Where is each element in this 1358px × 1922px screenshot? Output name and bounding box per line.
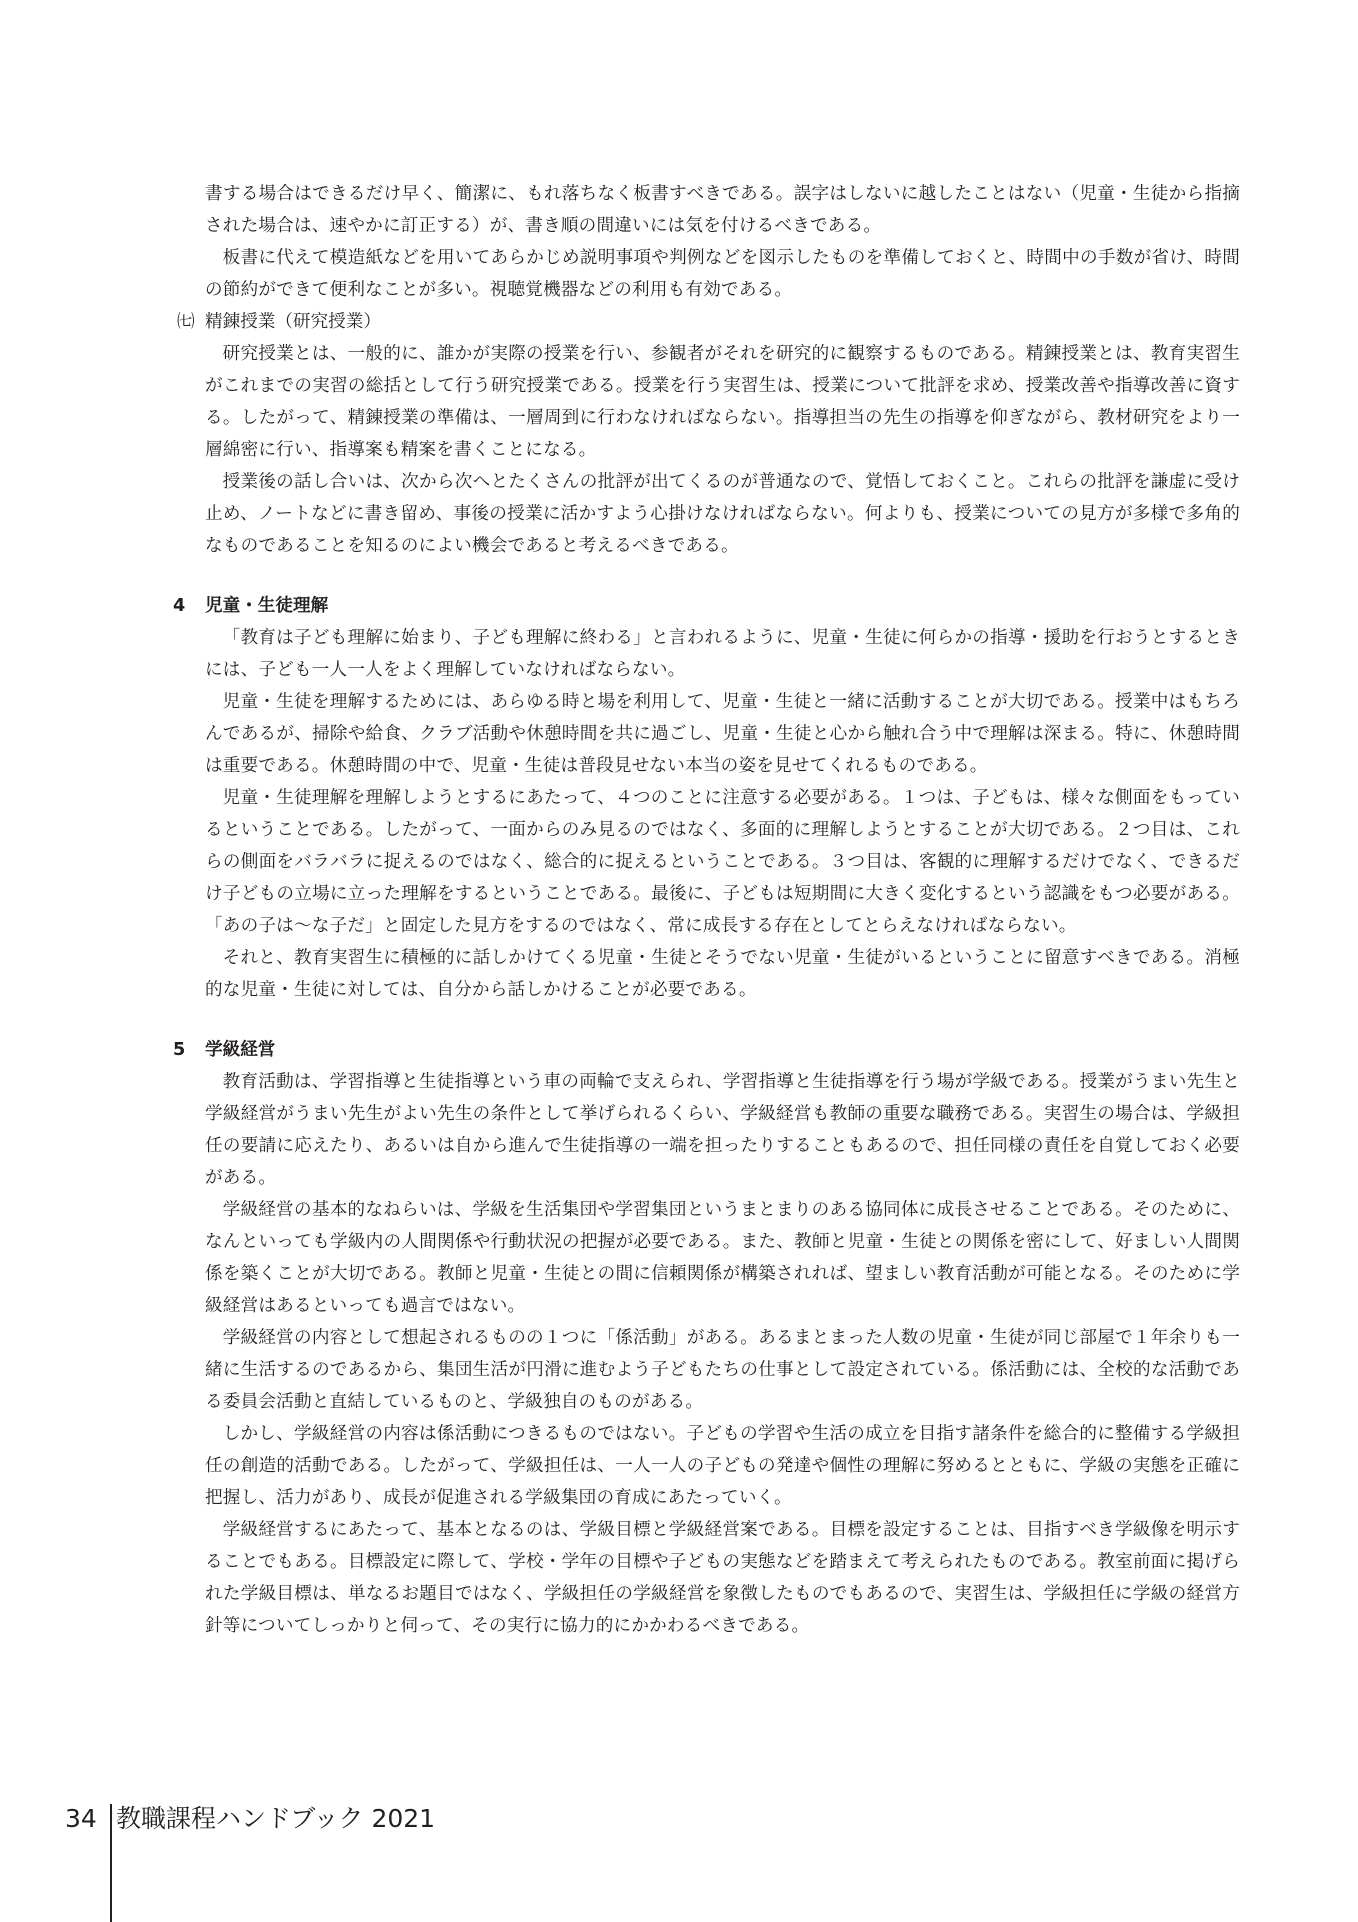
- section-4: [173, 590, 1240, 1006]
- section-4-paragraph-4: それと、教育実習生に積極的に話しかけてくる児童・生徒とそうでない児童・生徒がいるということに留意すべきである。消極的な児童・生徒に対しては、自分から話しかけることが必要である。: [205, 948, 1240, 1000]
- page-number: 34: [65, 1804, 97, 1833]
- section-5-paragraph-2: 学級経営の基本的なねらいは、学級を生活集団や学習集団というまとまりのある協同体に成長させることである。そのために、なんといっても学級内の人間関係や行動状況の把握が必要である。また、教師と児童・生徒との関係を密にして、好ましい人間関係を築くことが大切である。教師と児童・生徒との間に信頼関係が構築されれば、望ましい教育活動が可能となる。そのために学級経営はあるといっても過言ではない。: [205, 1200, 1240, 1316]
- intro-paragraph-2: 板書に代えて模造紙などを用いてあらかじめ説明事項や判例などを図示したものを準備しておくと、時間中の手数が省け、時間の節約ができて便利なことが多い。視聴覚機器などの利用も有効である。: [205, 248, 1240, 300]
- section-5: [173, 1034, 1240, 1642]
- section-4-number: 4: [173, 596, 186, 616]
- section-4-heading: [173, 590, 1240, 622]
- section-5-heading: [173, 1034, 1240, 1066]
- subsection-heading: [177, 306, 1240, 338]
- subsection-title: 精錬授業（研究授業）: [205, 312, 381, 332]
- subsection-paragraph-1: 研究授業とは、一般的に、誰かが実際の授業を行い、参観者がそれを研究的に観察するものである。精錬授業とは、教育実習生がこれまでの実習の総括として行う研究授業である。授業を行う実習生は、授業について批評を求め、授業改善や指導改善に資する。したがって、精錬授業の準備は、一層周到に行わなければならない。指導担当の先生の指導を仰ぎながら、教材研究をより一層綿密に行い、指導案も精案を書くことになる。: [205, 344, 1240, 460]
- section-4-title: 児童・生徒理解: [205, 596, 329, 616]
- section-5-paragraph-5: 学級経営するにあたって、基本となるのは、学級目標と学級経営案である。目標を設定することは、目指すべき学級像を明示することでもある。目標設定に際して、学校・学年の目標や子どもの実態などを踏まえて考えられたものである。教室前面に掲げられた学級目標は、単なるお題目ではなく、学級担任の学級経営を象徴したものでもあるので、実習生は、学級担任に学級の経営方針等についてしっかりと伺って、その実行に協力的にかかわるべきである。: [205, 1520, 1240, 1636]
- page-body: [173, 178, 1240, 1642]
- section-4-paragraph-1: 「教育は子ども理解に始まり、子ども理解に終わる」と言われるように、児童・生徒に何らかの指導・援助を行おうとするときには、子ども一人一人をよく理解していなければならない。: [205, 628, 1240, 680]
- subsection-paragraph-2: 授業後の話し合いは、次から次へとたくさんの批評が出てくるのが普通なので、覚悟しておくこと。これらの批評を謙虚に受け止め、ノートなどに書き留め、事後の授業に活かすよう心掛けなければならない。何よりも、授業についての見方が多様で多角的なものであることを知るのによい機会であると考えるべきである。: [205, 472, 1240, 556]
- section-4-paragraph-2: 児童・生徒を理解するためには、あらゆる時と場を利用して、児童・生徒と一緒に活動することが大切である。授業中はもちろんであるが、掃除や給食、クラブ活動や休憩時間を共に過ごし、児童・生徒と心から触れ合う中で理解は深まる。特に、休憩時間は重要である。休憩時間の中で、児童・生徒は普段見せない本当の姿を見せてくれるものである。: [205, 692, 1240, 776]
- subsection-marker: ㈦: [177, 312, 195, 332]
- section-5-number: 5: [173, 1040, 186, 1060]
- section-4-paragraph-3: 児童・生徒理解を理解しようとするにあたって、４つのことに注意する必要がある。１つは、子どもは、様々な側面をもっているということである。したがって、一面からのみ見るのではなく、多面的に理解しようとすることが大切である。２つ目は、これらの側面をバラバラに捉えるのではなく、総合的に捉えるということである。３つ目は、客観的に理解するだけでなく、できるだけ子どもの立場に立った理解をするということである。最後に、子どもは短期間に大きく変化するという認識をもつ必要がある。「あの子は～な子だ」と固定した見方をするのではなく、常に成長する存在としてとらえなければならない。: [205, 788, 1240, 936]
- section-5-paragraph-3: 学級経営の内容として想起されるものの１つに「係活動」がある。あるまとまった人数の児童・生徒が同じ部屋で１年余りも一緒に生活するのであるから、集団生活が円滑に進むよう子どもたちの仕事として設定されている。係活動には、全校的な活動である委員会活動と直結しているものと、学級独自のものがある。: [205, 1328, 1240, 1412]
- section-5-paragraph-1: 教育活動は、学習指導と生徒指導という車の両輪で支えられ、学習指導と生徒指導を行う場が学級である。授業がうまい先生と学級経営がうまい先生がよい先生の条件として挙げられるくらい、学級経営も教師の重要な職務である。実習生の場合は、学級担任の要請に応えたり、あるいは自から進んで生徒指導の一端を担ったりすることもあるので、担任同様の責任を自覚しておく必要がある。: [205, 1072, 1240, 1188]
- intro-paragraph-1: 書する場合はできるだけ早く、簡潔に、もれ落ちなく板書すべきである。誤字はしないに越したことはない（児童・生徒から指摘された場合は、速やかに訂正する）が、書き順の間違いには気を付けるべきである。: [205, 184, 1240, 236]
- book-title: 教職課程ハンドブック 2021: [116, 1804, 436, 1833]
- section-5-title: 学級経営: [205, 1040, 276, 1060]
- section-5-paragraph-4: しかし、学級経営の内容は係活動につきるものではない。子どもの学習や生活の成立を目指す諸条件を総合的に整備する学級担任の創造的活動である。したがって、学級担任は、一人一人の子どもの発達や個性の理解に努めるとともに、学級の実態を正確に把握し、活力があり、成長が促進される学級集団の育成にあたっていく。: [205, 1424, 1240, 1508]
- footer-divider: [110, 1804, 112, 1922]
